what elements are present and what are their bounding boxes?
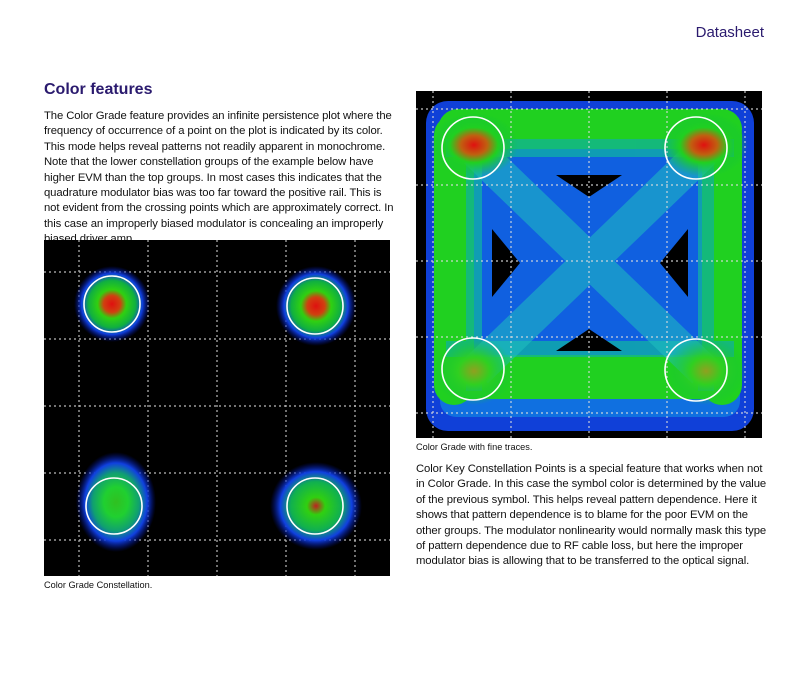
corner-blob-top-left <box>430 113 518 177</box>
color-grade-constellation-plot <box>44 240 390 576</box>
color-grade-fine-traces-plot <box>416 91 762 438</box>
color-key-paragraph: Color Key Constellation Points is a special feature that works when not in Color Grade. In this case the symbol color is determined by the value of the previous symbol. This helps reveal pattern dependence. Here it shows that pattern dependence is to blame for the poor EVM on the other groups. The modulator nonlinearity would normally mask this type of pattern dependence due to RF cable loss, but here the improper modulator bias is allowing that to be transferred to the optical signal. <box>416 463 767 568</box>
corner-blob-bottom-left <box>434 337 514 405</box>
constellation-caption: Color Grade Constellation. <box>44 580 153 590</box>
constellation-blob-bottom-left <box>76 452 156 552</box>
color-grade-paragraph: The Color Grade feature provides an infinite persistence plot where the frequency of occurrence of a point on the plot is indicated by its color. This mode helps reveal patterns not readily apparent in monochrome. Note that the lower constellation groups of the example below have higher EVM than the top groups. In most cases this indicates that the quadrature modulator bias was too far toward the positive rail. This is not evident from the crossing points which are approximately correct. In this case an improperly biased modulator is concealing an improperly <box>44 110 394 230</box>
fine-traces-caption: Color Grade with fine traces. <box>416 442 533 452</box>
constellation-blob-top-left <box>74 266 150 342</box>
section-title: Color features <box>44 81 153 98</box>
datasheet-label: Datasheet <box>695 24 764 41</box>
fine-traces-svg <box>416 91 762 438</box>
constellation-svg <box>44 240 390 576</box>
constellation-blob-bottom-right <box>270 462 362 550</box>
corner-blob-top-right <box>660 113 748 177</box>
